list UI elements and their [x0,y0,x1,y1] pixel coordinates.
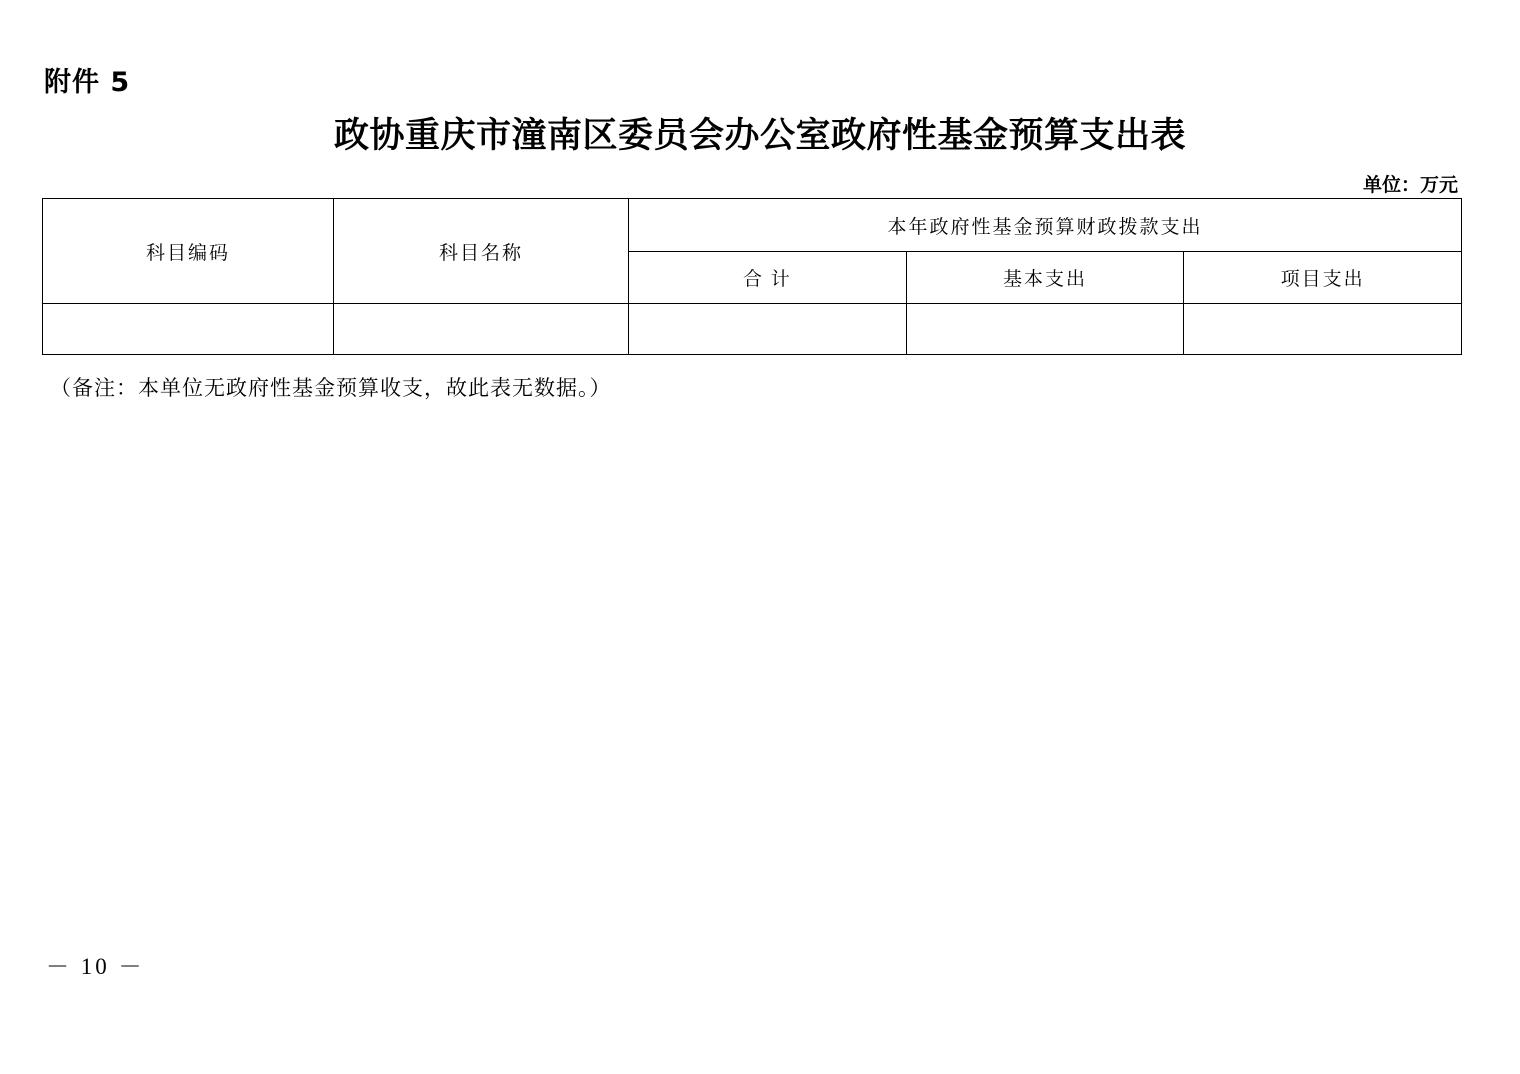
page-number: － 10 － [46,954,145,979]
remark-note: （备注：本单位无政府性基金预算收支，故此表无数据。） [50,376,612,400]
cell-subject-name [334,304,629,355]
table-header-row-primary [43,199,1462,252]
page-title: 政协重庆市潼南区委员会办公室政府性基金预算支出表 [333,116,1186,156]
header-basic-expenditure: 基本支出 [906,252,1184,304]
attachment-label: 附件 5 [44,67,131,98]
cell-basic-expenditure [906,304,1184,355]
header-subject-code: 科目编码 [43,199,334,304]
header-project-expenditure: 项目支出 [1184,252,1462,304]
table-row [43,304,1462,355]
unit-note: 单位：万元 [1362,174,1458,196]
cell-subject-code [43,304,334,355]
header-total: 合 计 [629,252,907,304]
cell-total [629,304,907,355]
cell-project-expenditure [1184,304,1462,355]
header-group-expenditure: 本年政府性基金预算财政拨款支出 [629,199,1462,252]
budget-table [42,198,1462,355]
header-subject-name: 科目名称 [334,199,629,304]
